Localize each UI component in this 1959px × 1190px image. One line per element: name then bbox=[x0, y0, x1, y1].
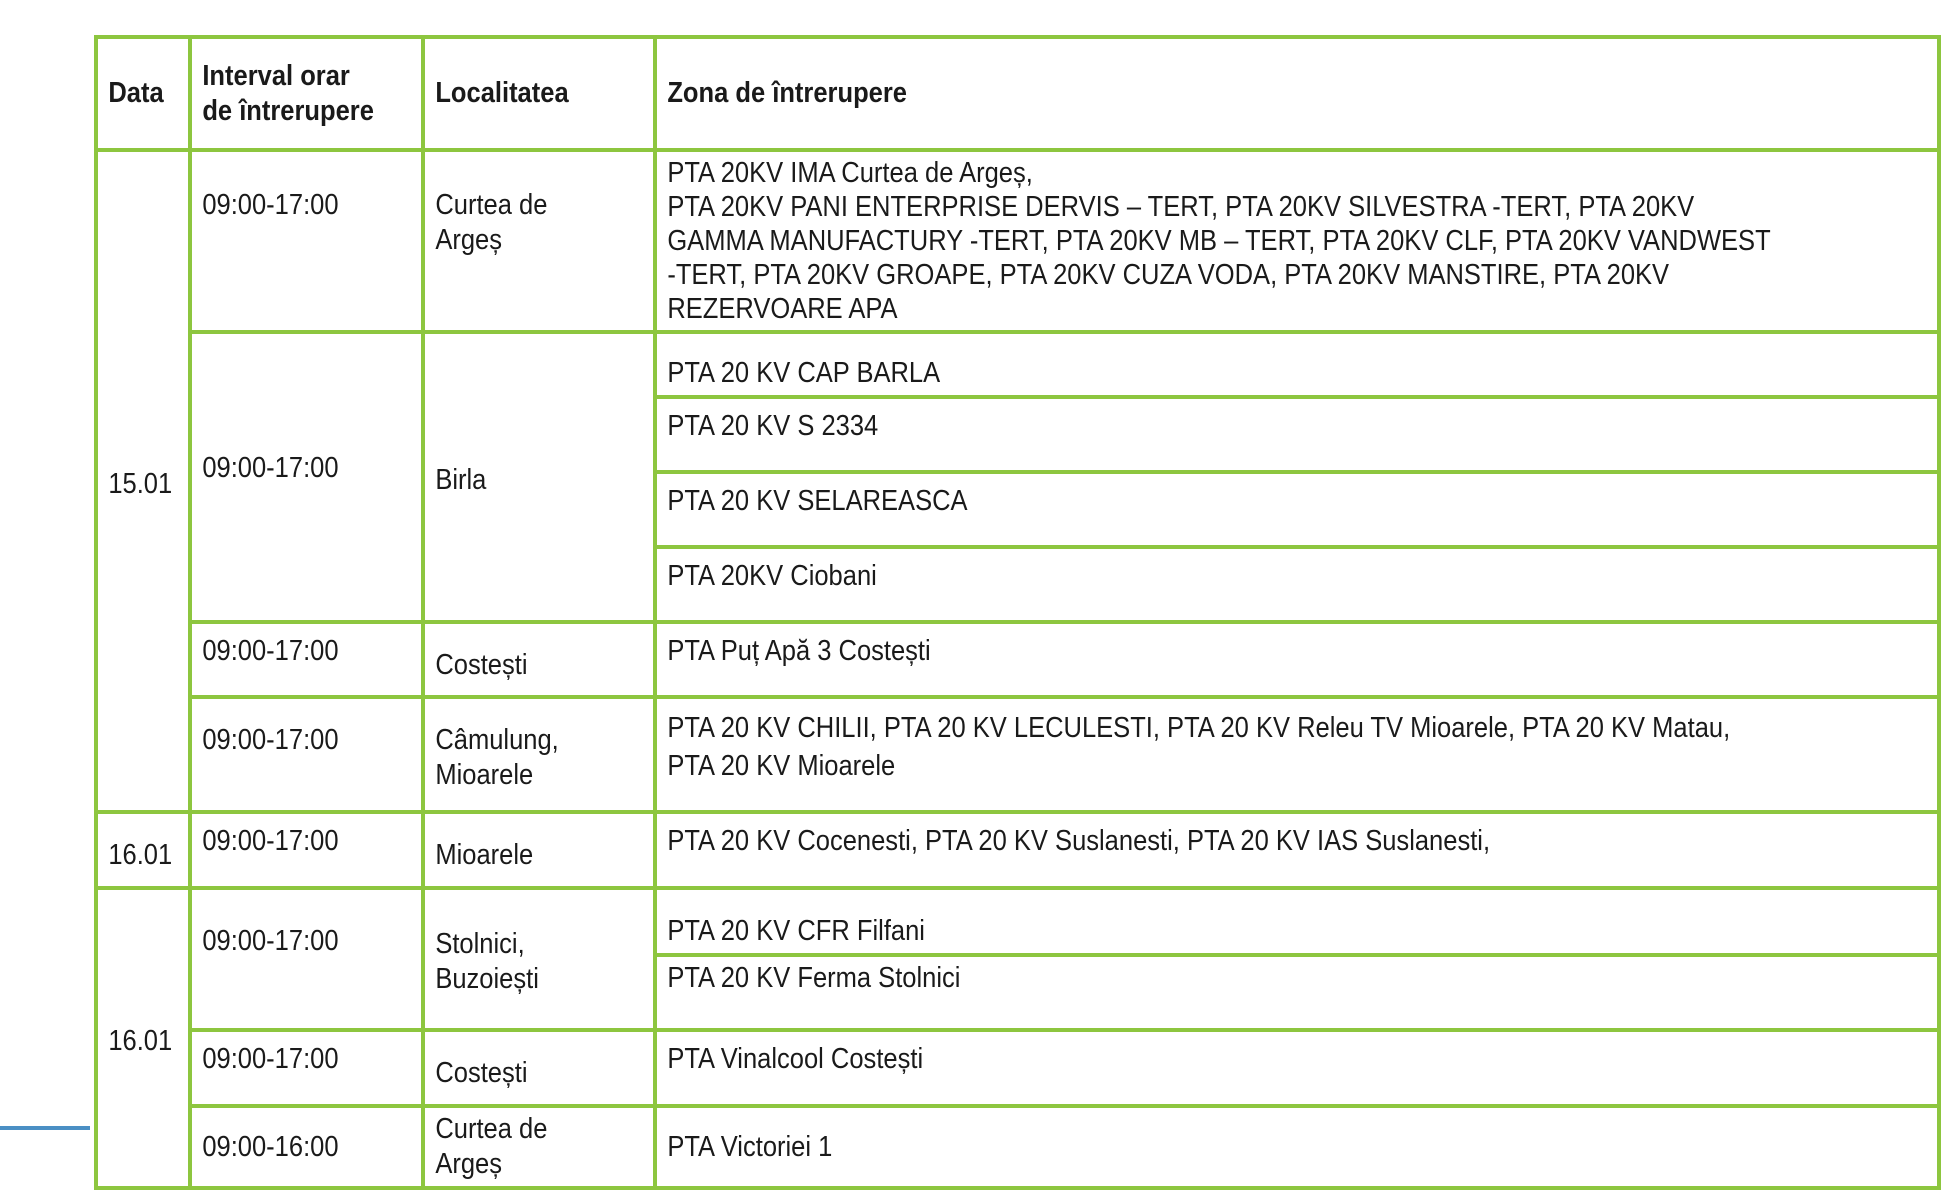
locality-cell: Mioarele bbox=[423, 812, 627, 888]
interval-cell: 09:00-17:00 bbox=[190, 812, 395, 888]
zone-cell: PTA 20 KV Cocenesti, PTA 20 KV Suslanesti, PTA 20 KV IAS Suslanesti, bbox=[655, 812, 1785, 888]
zone-cell: PTA 20 KV SELAREASCA bbox=[655, 472, 1785, 547]
interval-cell: 09:00-17:00 bbox=[190, 622, 395, 697]
locality-cell: Câmulung, Mioarele bbox=[423, 697, 627, 812]
zone-cell: PTA 20 KV S 2334 bbox=[655, 397, 1785, 472]
date-cell: 15.01 bbox=[96, 150, 179, 812]
table-row bbox=[96, 332, 1939, 397]
interval-cell: 09:00-17:00 bbox=[190, 1030, 395, 1106]
interval-cell: 09:00-17:00 bbox=[190, 888, 395, 1030]
table-row bbox=[96, 150, 1939, 332]
zone-cell: PTA Puț Apă 3 Costești bbox=[655, 622, 1785, 697]
zone-cell: PTA 20KV IMA Curtea de Argeș, PTA 20KV PANI ENTERPRISE DERVIS – TERT, PTA 20KV SILVESTRA -TERT, PTA 20KV GAMMA MANUFACTURY -TERT, PTA 20KV MB – TERT, PTA 20KV CLF, PTA 20KV VANDWEST -TERT, PTA 20KV GROAPE, PTA 20KV CUZA VODA, PTA 20KV MANSTIRE, PTA 20KV REZERVOARE APA bbox=[655, 150, 1785, 332]
header-date: Data bbox=[96, 37, 179, 150]
zone-cell: PTA Victoriei 1 bbox=[655, 1106, 1785, 1188]
locality-cell: Costești bbox=[423, 622, 627, 697]
locality-cell: Curtea de Argeș bbox=[423, 150, 627, 332]
zone-cell: PTA 20 KV Ferma Stolnici bbox=[655, 955, 1785, 1030]
zone-cell: PTA Vinalcool Costești bbox=[655, 1030, 1785, 1106]
interval-cell: 09:00-17:00 bbox=[190, 332, 395, 622]
table-row bbox=[96, 888, 1939, 955]
interval-cell: 09:00-17:00 bbox=[190, 697, 395, 812]
zone-cell: PTA 20 KV CHILII, PTA 20 KV LECULESTI, PTA 20 KV Releu TV Mioarele, PTA 20 KV Matau, PTA 20 KV Mioarele bbox=[655, 697, 1785, 812]
locality-cell: Stolnici, Buzoiești bbox=[423, 888, 627, 1030]
table-row bbox=[96, 622, 1939, 697]
table-row bbox=[96, 1030, 1939, 1106]
header-locality: Localitatea bbox=[423, 37, 627, 150]
header-zone: Zona de întrerupere bbox=[655, 37, 1785, 150]
locality-cell: Birla bbox=[423, 332, 627, 622]
page-edge-strip bbox=[0, 1126, 90, 1130]
table-row bbox=[96, 812, 1939, 888]
zone-cell: PTA 20 KV CAP BARLA bbox=[655, 332, 1785, 397]
table-row bbox=[96, 1106, 1939, 1188]
table-row bbox=[96, 697, 1939, 812]
outage-schedule-table bbox=[94, 35, 1941, 1190]
locality-cell: Curtea de Argeș bbox=[423, 1106, 627, 1188]
interval-cell: 09:00-16:00 bbox=[190, 1106, 395, 1188]
interval-cell: 09:00-17:00 bbox=[190, 150, 395, 332]
date-cell: 16.01 bbox=[96, 812, 179, 888]
header-interval: Interval orar de întrerupere bbox=[190, 37, 395, 150]
locality-cell: Costești bbox=[423, 1030, 627, 1106]
zone-cell: PTA 20 KV CFR Filfani bbox=[655, 888, 1785, 955]
date-cell: 16.01 bbox=[96, 888, 179, 1188]
zone-cell: PTA 20KV Ciobani bbox=[655, 547, 1785, 622]
header-row bbox=[96, 37, 1939, 150]
